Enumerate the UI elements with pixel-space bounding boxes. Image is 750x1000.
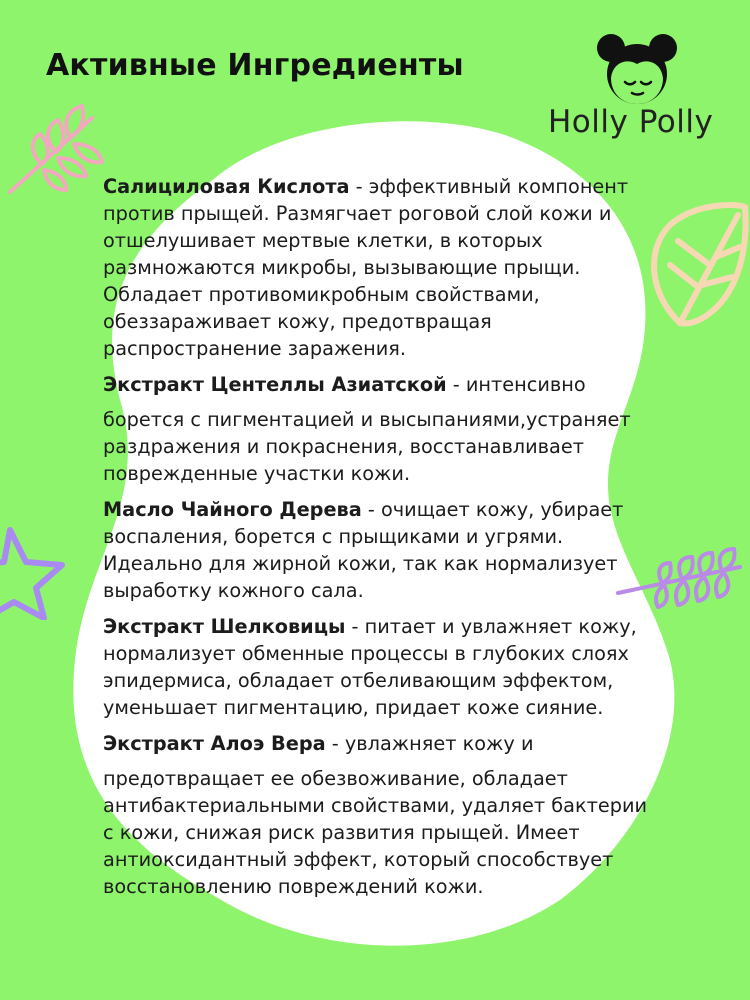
ingredient-item	[103, 730, 651, 900]
star-purple-icon	[0, 510, 70, 620]
ingredient-description: очищает кожу, убирает воспаления, борется с прыщиками и угрями. Идеально для жирной кожи, так как нормализует выработку кожного сала.	[103, 498, 624, 602]
brand-name: Holly Polly	[548, 104, 714, 140]
page-title: Активные Ингредиенты	[46, 48, 464, 83]
separator: -	[325, 732, 345, 755]
ingredient-name: Салициловая Кислота	[103, 175, 350, 198]
leaf-peach-icon	[640, 195, 750, 330]
ingredient-name: Экстракт Алоэ Вера	[103, 732, 326, 755]
ingredient-name: Экстракт Шелковицы	[103, 615, 346, 638]
ingredient-item	[103, 371, 651, 487]
wheat-sprig-pink-icon	[0, 100, 110, 200]
ingredient-name: Экстракт Центеллы Азиатской	[103, 373, 447, 396]
ingredient-item	[103, 496, 651, 604]
ingredient-item	[103, 613, 651, 721]
ingredient-description: увлажняет кожу и	[344, 732, 534, 755]
ingredient-description: эффективный компонент против прыщей. Размягчает роговой слой кожи и отшелушивает мертвые клетки, в которых размножаются микробы, вызывающие прыщи. Обладает противомикробным свойствами, обеззараживает кожу, предотвращая распространение заражения.	[103, 175, 629, 360]
ingredient-description: интенсивно	[465, 373, 586, 396]
separator: -	[345, 615, 365, 638]
ingredient-description: питает и увлажняет кожу, нормализует обменные процессы в глубоких слоях эпидермиса, обладает отбеливающим эффектом, уменьшает пигментацию, придает коже сияние.	[103, 615, 637, 719]
separator: -	[349, 175, 369, 198]
ingredient-description-continued: предотвращает ее обезвоживание, обладает антибактериальными свойствами, удаляет бактерии с кожи, снижая риск развития прыщей. Имеет антиоксидантный эффект, который способствует восстановлению повреждений кожи.	[103, 767, 648, 898]
ingredients-list	[103, 173, 651, 909]
separator: -	[446, 373, 466, 396]
ingredient-name: Масло Чайного Дерева	[103, 498, 362, 521]
ingredient-item	[103, 173, 651, 362]
separator: -	[361, 498, 381, 521]
ingredient-description-continued: борется с пигментацией и высыпаниями,устраняет раздражения и покраснения, восстанавливает поврежденные участки кожи.	[103, 408, 631, 485]
